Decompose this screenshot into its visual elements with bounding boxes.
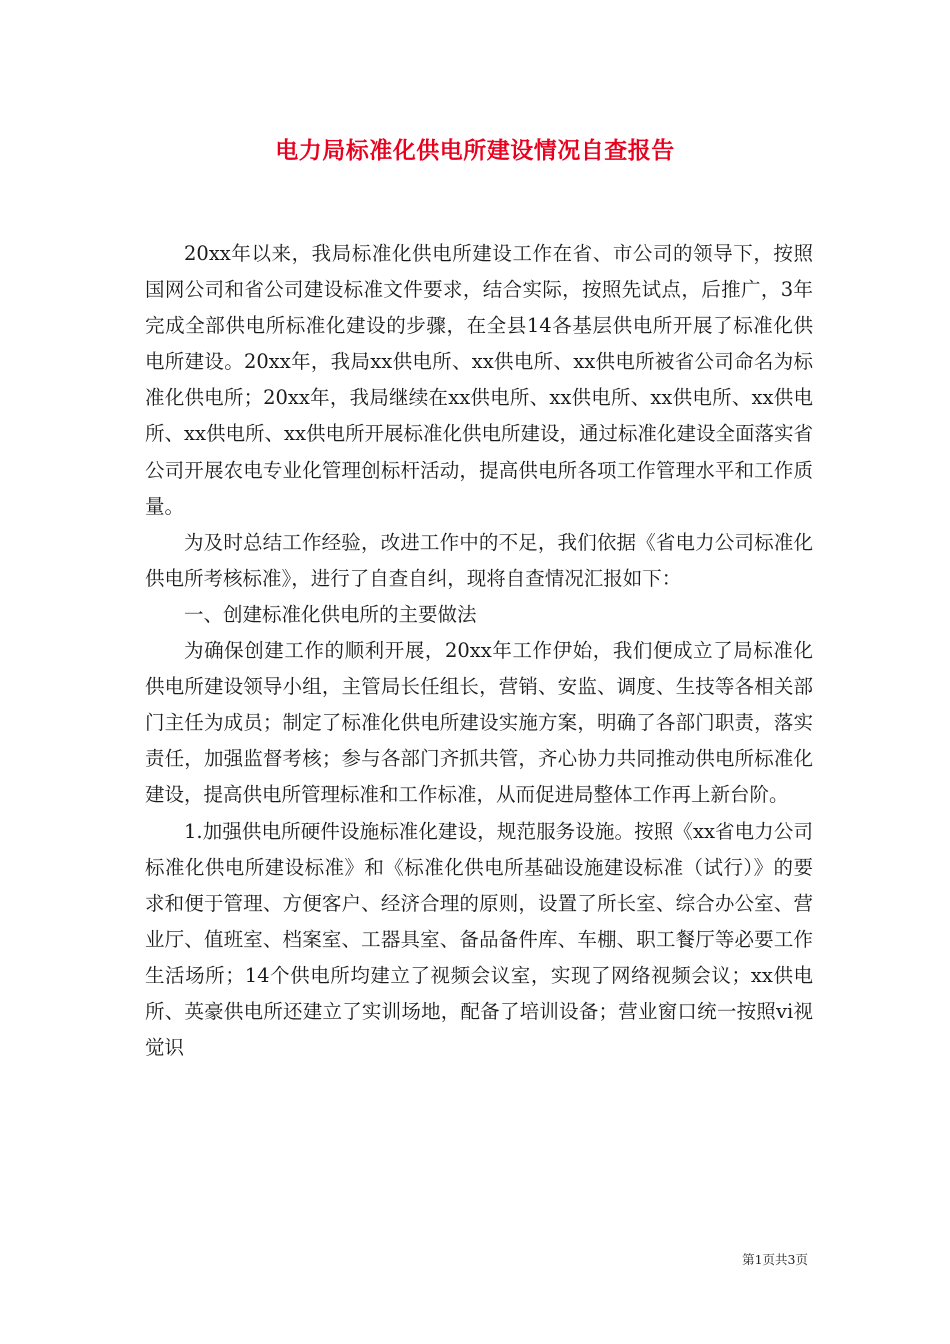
paragraph-intro: 20xx年以来，我局标准化供电所建设工作在省、市公司的领导下，按照国网公司和省公司建设标准文件要求，结合实际，按照先试点，后推广，3年完成全部供电所标准化建设的步骤，在全县14各基层供电所开展了标准化供电所建设。20xx年，我局xx供电所、xx供电所、xx供电所被省公司命名为标准化供电所；20xx年，我局继续在xx供电所、xx供电所、xx供电所、xx供电所、xx供电所、xx供电所开展标准化供电所建设，通过标准化建设全面落实省公司开展农电专业化管理创标杆活动，提高供电所各项工作管理水平和工作质量。 bbox=[145, 242, 813, 518]
paragraph-summary-purpose: 为及时总结工作经验，改进工作中的不足，我们依据《省电力公司标准化供电所考核标准》，进行了自查自纠，现将自查情况汇报如下： bbox=[145, 530, 813, 590]
page-number: 第1页共3页 bbox=[742, 1252, 808, 1267]
paragraph-organization: 为确保创建工作的顺利开展，20xx年工作伊始，我们便成立了局标准化供电所建设领导小组，主管局长任组长，营销、安监、调度、生技等各相关部门主任为成员；制定了标准化供电所建设实施方案，明确了各部门职责，落实责任，加强监督考核；参与各部门齐抓共管，齐心协力共同推动供电所标准化建设，提高供电所管理标准和工作标准，从而促进局整体工作再上新台阶。 bbox=[145, 639, 813, 807]
document-title: 电力局标准化供电所建设情况自查报告 bbox=[275, 138, 675, 164]
paragraph-hardware: 1.加强供电所硬件设施标准化建设，规范服务设施。按照《xx省电力公司标准化供电所建设标准》和《标准化供电所基础设施建设标准（试行）》的要求和便于管理、方便客户、经济合理的原则，设置了所长室、综合办公室、营业厅、值班室、档案室、工器具室、备品备件库、车棚、职工餐厅等必要工作生活场所；14个供电所均建立了视频会议室，实现了网络视频会议；xx供电所、英豪供电所还建立了实训场地，配备了培训设备；营业窗口统一按照vi视觉识 bbox=[145, 819, 813, 1060]
document-body bbox=[145, 236, 813, 1066]
section-heading-1: 一、创建标准化供电所的主要做法 bbox=[184, 602, 477, 626]
